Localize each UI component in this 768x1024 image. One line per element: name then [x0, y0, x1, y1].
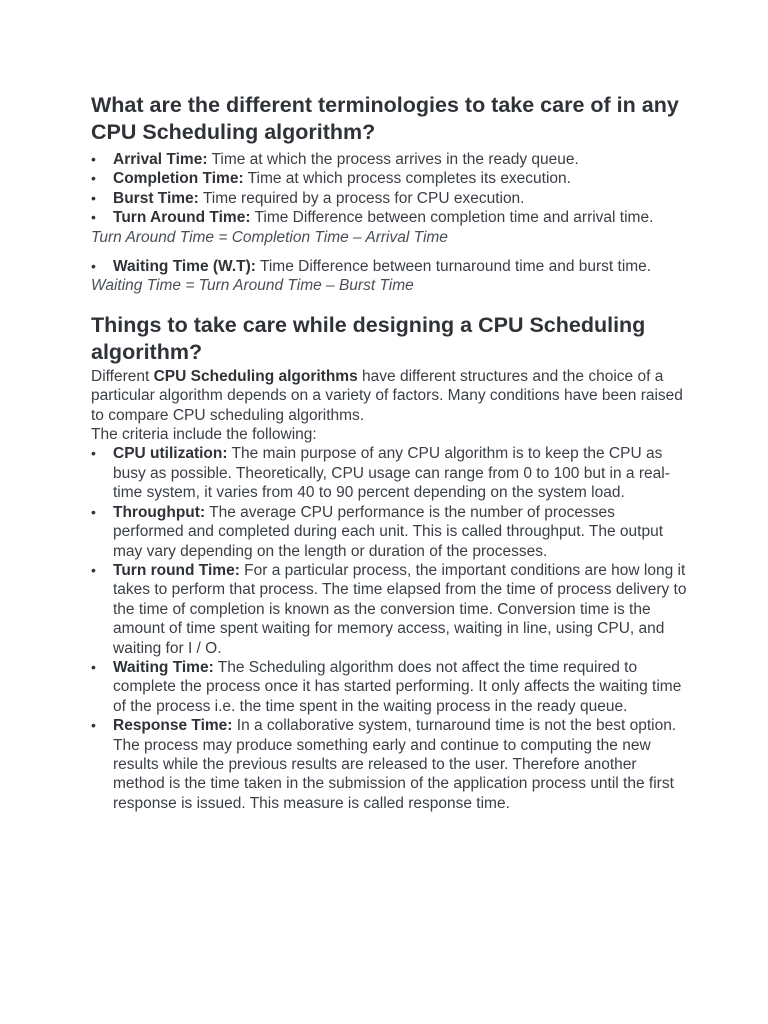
criterion-description: For a particular process, the important conditions are how long it takes to perform that process. The time elapsed from the time of process delivery to the time of completion is known as the conversion time. Conversion time is the amount of time spent waiting for memory access, waiting in line, using CPU, and waiting for I / O.: [113, 561, 687, 657]
list-item-throughput: [91, 503, 688, 561]
criterion-label: Response Time:: [113, 717, 233, 735]
term-description: Time at which process completes its execution.: [243, 170, 571, 188]
section-heading-design-considerations: Things to take care while designing a CPU Scheduling algorithm?: [91, 312, 646, 364]
list-item-waiting-time: [91, 257, 688, 276]
criteria-intro: The criteria include the following:: [91, 426, 317, 444]
list-item-arrival-time: [91, 150, 688, 169]
term-label: Waiting Time (W.T):: [113, 258, 256, 276]
list-item-turn-round-time: [91, 561, 688, 658]
criterion-description: The Scheduling algorithm does not affect the time required to complete the process once it has started performing. It only affects the waiting time of the process i.e. the time spent in the waiting process in the ready queue.: [113, 658, 682, 715]
criterion-description: The main purpose of any CPU algorithm is to keep the CPU as busy as possible. Theoretically, CPU usage can range from 0 to 100 but in a real-time system, it varies from 40 to 90 percent depending on the system load.: [113, 445, 670, 502]
criterion-label: Waiting Time:: [113, 658, 214, 676]
term-description: Time Difference between turnaround time and burst time.: [255, 258, 652, 276]
criterion-label: Turn round Time:: [113, 561, 240, 579]
list-item-completion-time: [91, 169, 688, 188]
intro-text: Different: [91, 367, 154, 385]
term-label: Completion Time:: [113, 170, 244, 188]
criteria-list: [91, 444, 688, 813]
formula-waiting-time: Waiting Time = Turn Around Time – Burst Time: [91, 277, 414, 295]
criterion-label: Throughput:: [113, 503, 206, 521]
intro-text-continued: have different structures and the choice of a particular algorithm depends on a variety of factors. Many conditions have been raised to compare CPU scheduling algorithms.: [91, 367, 683, 424]
intro-paragraph: [91, 367, 688, 425]
list-item-turn-around-time: [91, 208, 688, 227]
term-description: Time required by a process for CPU execution.: [198, 189, 525, 207]
criterion-label: CPU utilization:: [113, 445, 228, 463]
term-description: Time at which the process arrives in the ready queue.: [207, 151, 579, 168]
waiting-time-list: [91, 257, 688, 276]
term-description: Time Difference between completion time and arrival time.: [250, 209, 654, 227]
section-heading-terminologies: What are the different terminologies to take care of in any CPU Scheduling algorithm?: [91, 93, 679, 144]
list-item-waiting-time-criterion: [91, 658, 688, 716]
term-label: Turn Around Time:: [113, 209, 251, 227]
list-item-response-time: [91, 716, 688, 813]
list-item-cpu-utilization: [91, 444, 688, 502]
criterion-description: In a collaborative system, turnaround time is not the best option. The process may produce something early and continue to computing the new results while the previous results are released to the user. Therefore another method is the time taken in the submission of the application process until the first response is issued. This measure is called response time.: [113, 717, 677, 812]
formula-turn-around-time: Turn Around Time = Completion Time – Arrival Time: [91, 228, 448, 246]
criterion-description: The average CPU performance is the number of processes performed and completed during each unit. This is called throughput. The output may vary depending on the length or duration of the processes.: [113, 503, 664, 560]
list-item-burst-time: [91, 189, 688, 208]
terminology-list: [91, 150, 688, 228]
intro-bold-text: CPU Scheduling algorithms: [153, 367, 358, 385]
term-label: Arrival Time:: [113, 151, 208, 168]
term-label: Burst Time:: [113, 189, 199, 207]
